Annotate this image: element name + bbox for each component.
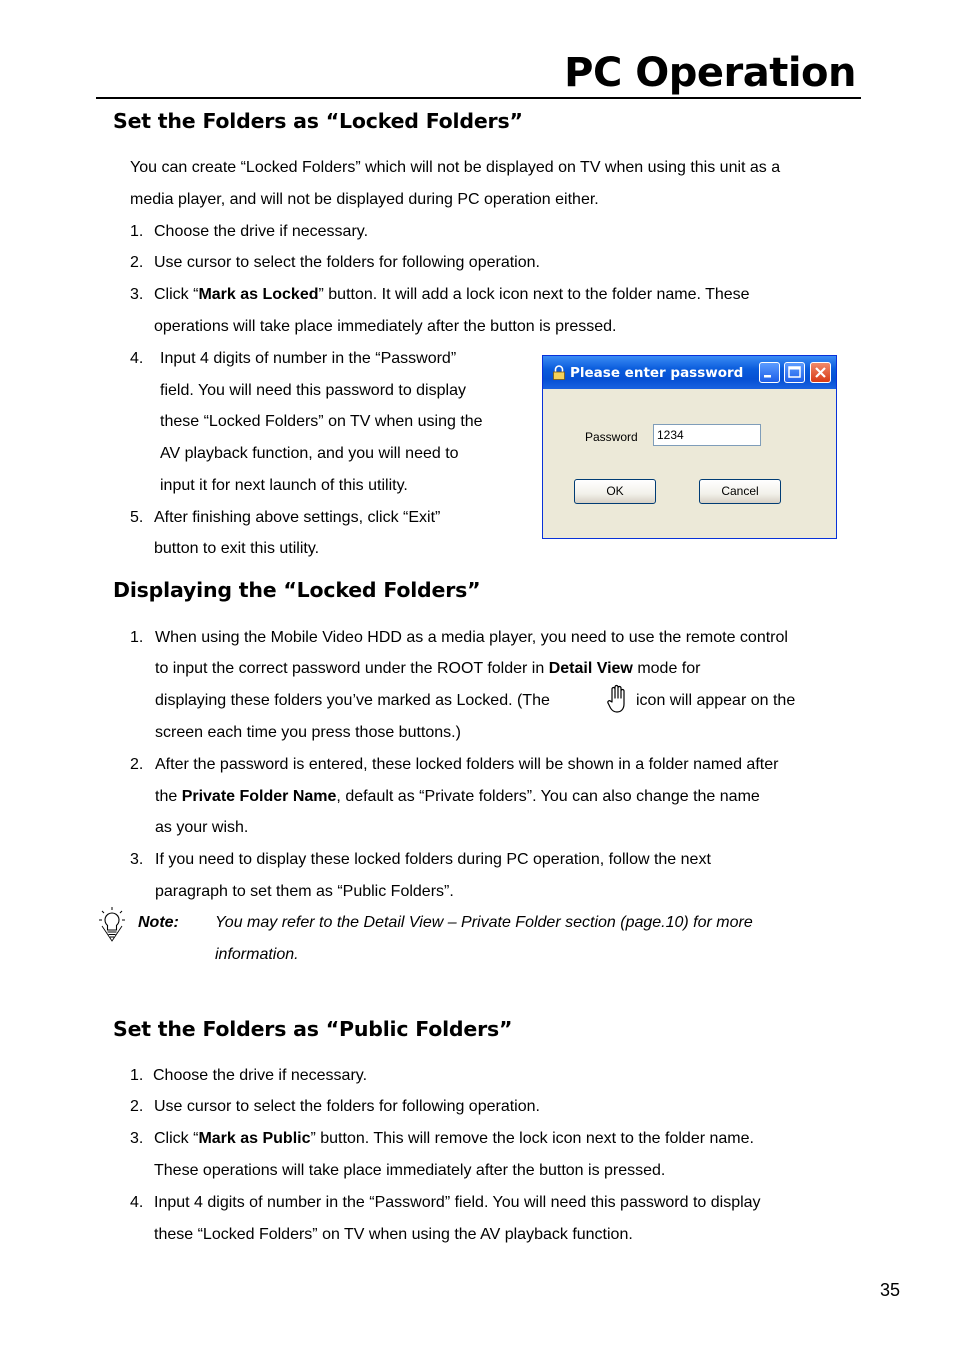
list-number: 2. xyxy=(130,254,144,271)
list-item xyxy=(154,1123,754,1155)
list-item-continued: button to exit this utility. xyxy=(154,540,320,557)
list-item-continued: screen each time you press those buttons.) xyxy=(155,724,461,741)
bold-term: Mark as Locked xyxy=(198,286,319,303)
list-item-continued: these “Locked Folders” on TV when using the AV playback function. xyxy=(154,1226,633,1243)
list-item-continued: icon will appear on the xyxy=(636,692,796,709)
text: mode for xyxy=(632,660,701,677)
list-item-continued: paragraph to set them as “Public Folders”. xyxy=(155,883,454,900)
text: the xyxy=(155,788,182,805)
bold-term: Detail View xyxy=(548,660,633,677)
list-item-continued: field. You will need this password to display xyxy=(160,382,466,399)
list-item-continued: AV playback function, and you will need to xyxy=(160,445,459,462)
lock-icon xyxy=(552,365,566,380)
title-rule xyxy=(96,97,861,99)
list-item-continued: operations will take place immediately after the button is pressed. xyxy=(154,318,617,335)
list-item: If you need to display these locked folders during PC operation, follow the next xyxy=(155,851,711,868)
list-item: When using the Mobile Video HDD as a media player, you need to use the remote control xyxy=(155,629,788,646)
minimize-button[interactable] xyxy=(759,362,780,383)
list-item-continued: these “Locked Folders” on TV when using the xyxy=(160,413,483,430)
note-label: Note: xyxy=(138,914,179,931)
paragraph: media player, and will not be displayed during PC operation either. xyxy=(130,191,599,208)
page-number: 35 xyxy=(880,1280,901,1300)
list-item: Input 4 digits of number in the “Password” xyxy=(160,350,457,367)
list-number: 2. xyxy=(130,756,144,773)
cancel-button[interactable]: Cancel xyxy=(699,479,781,504)
close-icon xyxy=(811,363,830,382)
close-button[interactable] xyxy=(810,362,831,383)
dialog-titlebar xyxy=(543,356,836,389)
list-item: Input 4 digits of number in the “Password” field. You will need this password to display xyxy=(154,1194,761,1211)
bold-term: Private Folder Name xyxy=(181,788,337,805)
bold-term: Mark as Public xyxy=(198,1130,311,1147)
section-heading-displaying: Displaying the “Locked Folders” xyxy=(113,578,481,602)
list-number: 3. xyxy=(130,286,144,303)
list-item-continued xyxy=(155,781,760,813)
note-text-continued: information. xyxy=(215,946,299,963)
list-item: After finishing above settings, click “Exit” xyxy=(154,509,441,526)
text: ” button. It will add a lock icon next to the folder name. These xyxy=(318,286,750,303)
page-title: PC Operation xyxy=(564,50,856,96)
text: , default as “Private folders”. You can also change the name xyxy=(336,788,760,805)
ok-button[interactable]: OK xyxy=(574,479,656,504)
list-number: 2. xyxy=(130,1098,144,1115)
dialog-title: Please enter password xyxy=(570,365,744,381)
list-item-continued: input it for next launch of this utility. xyxy=(160,477,408,494)
list-number: 5. xyxy=(130,509,144,526)
list-item: Choose the drive if necessary. xyxy=(154,223,369,240)
list-item: Choose the drive if necessary. xyxy=(153,1067,368,1084)
list-number: 1. xyxy=(130,223,144,240)
lightbulb-icon xyxy=(98,906,126,942)
text: to input the correct password under the ROOT folder in xyxy=(155,660,549,677)
list-number: 1. xyxy=(130,629,144,646)
list-number: 4. xyxy=(130,1194,144,1211)
password-input[interactable]: 1234 xyxy=(653,424,761,446)
text: Click “ xyxy=(154,1130,199,1147)
list-item-continued: as your wish. xyxy=(155,819,249,836)
minimize-icon xyxy=(760,363,779,382)
section-heading-locked: Set the Folders as “Locked Folders” xyxy=(113,109,523,133)
text: Click “ xyxy=(154,286,199,303)
list-item-continued xyxy=(155,653,700,685)
note-text: You may refer to the Detail View – Private Folder section (page.10) for more xyxy=(215,914,753,931)
list-item: Use cursor to select the folders for following operation. xyxy=(154,254,540,271)
section-heading-public: Set the Folders as “Public Folders” xyxy=(113,1017,513,1041)
list-item: Use cursor to select the folders for following operation. xyxy=(154,1098,540,1115)
list-item: After the password is entered, these locked folders will be shown in a folder named after xyxy=(155,756,779,773)
list-item-continued: These operations will take place immediately after the button is pressed. xyxy=(154,1162,666,1179)
list-number: 4. xyxy=(130,350,144,367)
password-dialog xyxy=(542,355,837,539)
list-item xyxy=(154,279,750,311)
paragraph: You can create “Locked Folders” which will not be displayed on TV when using this unit as a xyxy=(130,159,781,176)
maximize-icon xyxy=(785,363,804,382)
list-item-continued: displaying these folders you’ve marked as Locked. (The xyxy=(155,692,550,709)
list-number: 1. xyxy=(130,1067,144,1084)
maximize-button[interactable] xyxy=(784,362,805,383)
password-label: Password xyxy=(585,430,638,444)
list-number: 3. xyxy=(130,1130,144,1147)
list-number: 3. xyxy=(130,851,144,868)
hand-icon xyxy=(606,684,630,716)
text: ” button. This will remove the lock icon next to the folder name. xyxy=(310,1130,754,1147)
